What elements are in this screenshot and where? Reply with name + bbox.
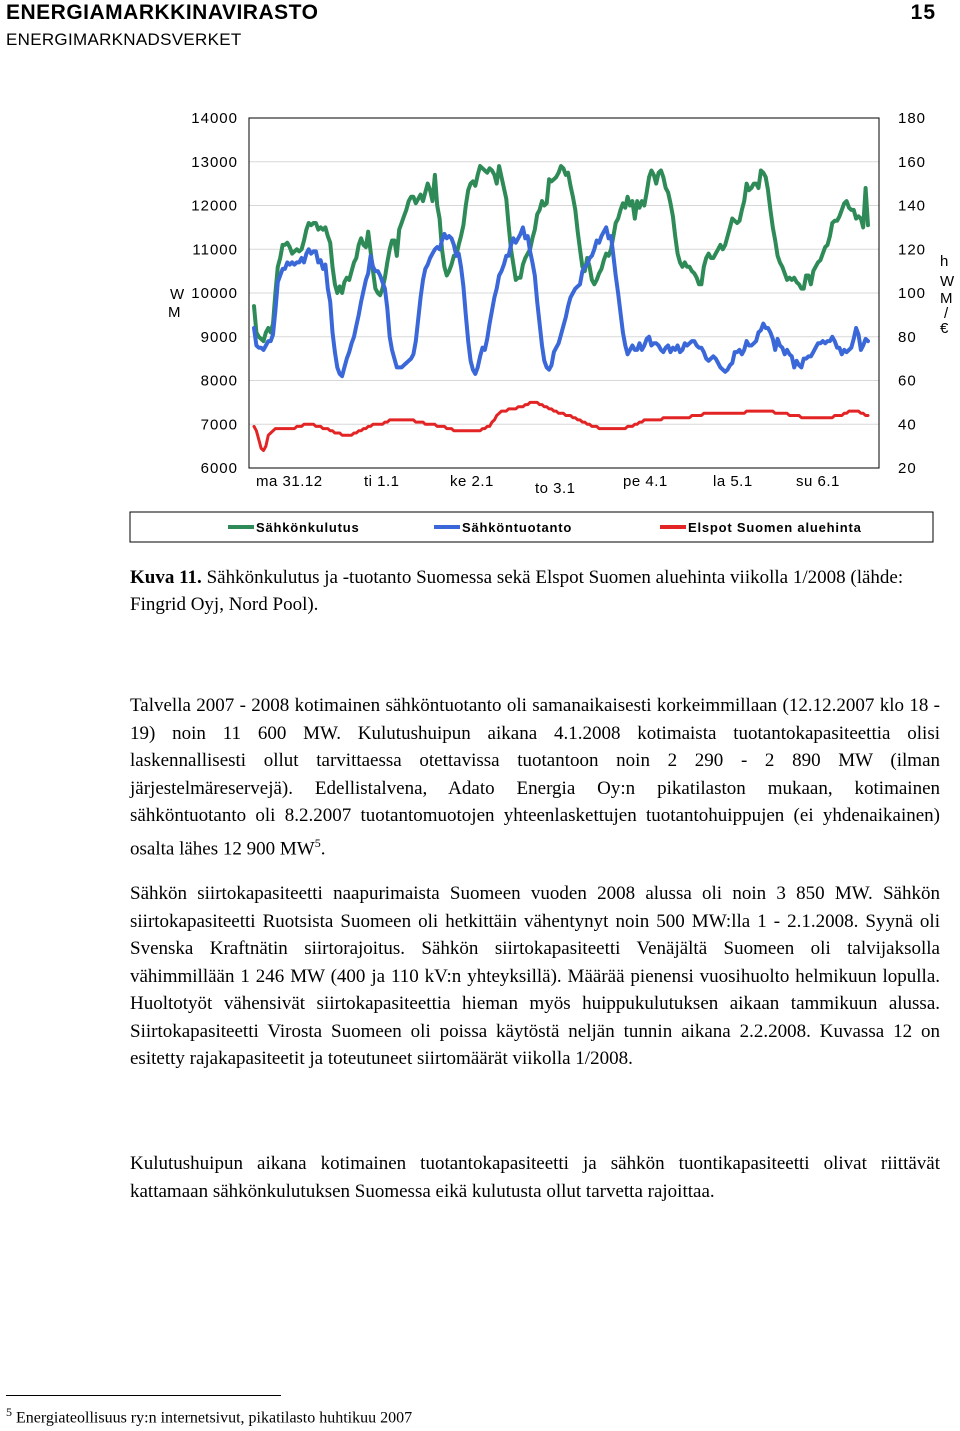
footnote-ref: 5 <box>314 835 321 850</box>
footnote-text: Energiateollisuus ry:n internetsivut, pikatilasto huhtikuu 2007 <box>16 1409 413 1427</box>
right-tick-label: 160 <box>898 153 927 171</box>
right-tick-label: 40 <box>898 416 917 434</box>
x-tick-label: la 5.1 <box>713 473 753 490</box>
energy-chart <box>0 0 960 560</box>
header-title: ENERGIAMARKKINAVIRASTO <box>6 1 319 24</box>
footnote <box>6 1405 412 1427</box>
right-tick-label: 80 <box>898 328 917 346</box>
chart-series <box>254 166 868 450</box>
x-tick-label: pe 4.1 <box>623 473 668 490</box>
right-tick-label: 100 <box>898 285 927 302</box>
x-tick-label: to 3.1 <box>535 480 576 497</box>
x-tick-label: ma 31.12 <box>256 473 323 490</box>
legend-label: Elspot Suomen aluehinta <box>688 520 862 535</box>
left-tick-label: 11000 <box>192 241 238 259</box>
paragraph-1-end: . <box>320 837 326 859</box>
page-number: 15 <box>910 1 936 24</box>
right-axis-label <box>940 253 955 337</box>
paragraph-1-text: Talvella 2007 - 2008 kotimainen sähköntuotanto oli samanaikaisesti korkeimmillaan (12.12.2007 klo 18 - 19) noin 11 600 MW. Kulutushuipun aikana 4.1.2008 kotimaista tuotantokapasiteettia olisi laskennallisesti ollut tarvittaessa otettavissa tuotantoon noin 2 290 - 2 890 MW (ilman järjestelmäreservejä). Edellistalvena, Adato Energia Oy:n pikatilaston mukaan, kotimainen sähköntuotanto oli 8.2.2007 tuotantomuotojen yhteenlaskettujen tuotantohuippujen (ei yhdenaikainen) osalta lähes 12 900 MW <box>130 695 940 859</box>
right-tick-label: 180 <box>898 110 927 127</box>
paragraph-1 <box>130 692 940 862</box>
x-axis-labels <box>256 473 840 497</box>
right-axis-unit-char: M <box>940 290 953 307</box>
right-axis-unit-char: € <box>940 320 949 337</box>
right-tick-label: 120 <box>898 241 927 259</box>
footnote-rule <box>6 1395 281 1396</box>
left-tick-label: 7000 <box>200 416 238 434</box>
left-axis-label-top: W <box>170 286 185 303</box>
x-tick-label: ti 1.1 <box>364 473 400 490</box>
left-tick-label: 13000 <box>191 153 238 171</box>
left-tick-label: 9000 <box>200 328 238 346</box>
chart-legend <box>228 520 862 535</box>
left-tick-label: 12000 <box>191 197 238 215</box>
left-axis-label-bottom: M <box>168 304 181 321</box>
right-tick-label: 60 <box>898 372 917 390</box>
left-tick-label: 8000 <box>200 372 238 390</box>
paragraph-2: Sähkön siirtokapasiteetti naapurimaista Suomeen vuoden 2008 alussa oli noin 3 850 MW. Sähkön siirtokapasiteetti Ruotsista Suomeen oli hetkittäin vähentynyt noin 500 MW:lla 1 - 2.1.2008. Syynä oli Svenska Kraftnätin siirtorajoitus. Sähkön siirtokapasiteetti Venäjältä Suomeen oli talvijaksolla vähimmillään 1 246 MW (400 ja 110 kV:n yhteyksillä). Määrää pienensi vuosihuolto helmikuun lopulla. Huoltotyöt vähensivät siirtokapasiteettia hieman myös huippukulutuksen aikaan tammikuun alussa. Siirtokapasiteetti Virosta Suomeen oli poissa käytöstä neljän tunnin aikana 2.2.2008. Kuvassa 12 on esitetty rajakapasiteetit ja toteutuneet siirtomäärät viikolla 1/2008. <box>130 883 940 1069</box>
caption-text: Sähkönkulutus ja -tuotanto Suomessa sekä Elspot Suomen aluehinta viikolla 1/2008 (lähde: Fingrid Oyj, Nord Pool). <box>130 567 904 615</box>
right-axis-ticks <box>898 110 926 477</box>
legend-label: Sähkönkulutus <box>256 520 360 535</box>
x-tick-label: su 6.1 <box>796 473 840 490</box>
right-axis-unit-char: W <box>940 273 955 290</box>
paragraph-3: Kulutushuipun aikana kotimainen tuotantokapasiteetti ja sähkön tuontikapasiteetti olivat riittävät kattamaan sähkönkulutuksen Suomessa eikä kulutusta ollut tarvetta rajoittaa. <box>130 1153 940 1202</box>
caption-label: Kuva 11. <box>130 567 202 588</box>
left-tick-label: 14000 <box>191 110 238 127</box>
left-tick-label: 6000 <box>200 460 238 477</box>
left-tick-label: 10000 <box>191 285 238 302</box>
right-axis-unit-char: h <box>940 253 949 270</box>
series-line-Elspot Suomen aluehinta <box>254 402 868 450</box>
right-axis-unit-char: / <box>944 305 949 322</box>
header-subtitle: ENERGIMARKNADSVERKET <box>6 30 242 49</box>
right-tick-label: 20 <box>898 460 917 477</box>
x-tick-label: ke 2.1 <box>450 473 494 490</box>
figure-caption <box>130 564 940 618</box>
series-line-Sähkönkulutus <box>254 166 868 341</box>
left-axis-ticks <box>191 110 238 477</box>
footnote-number: 5 <box>6 1405 12 1419</box>
legend-label: Sähköntuotanto <box>462 520 573 535</box>
right-tick-label: 140 <box>898 197 927 215</box>
